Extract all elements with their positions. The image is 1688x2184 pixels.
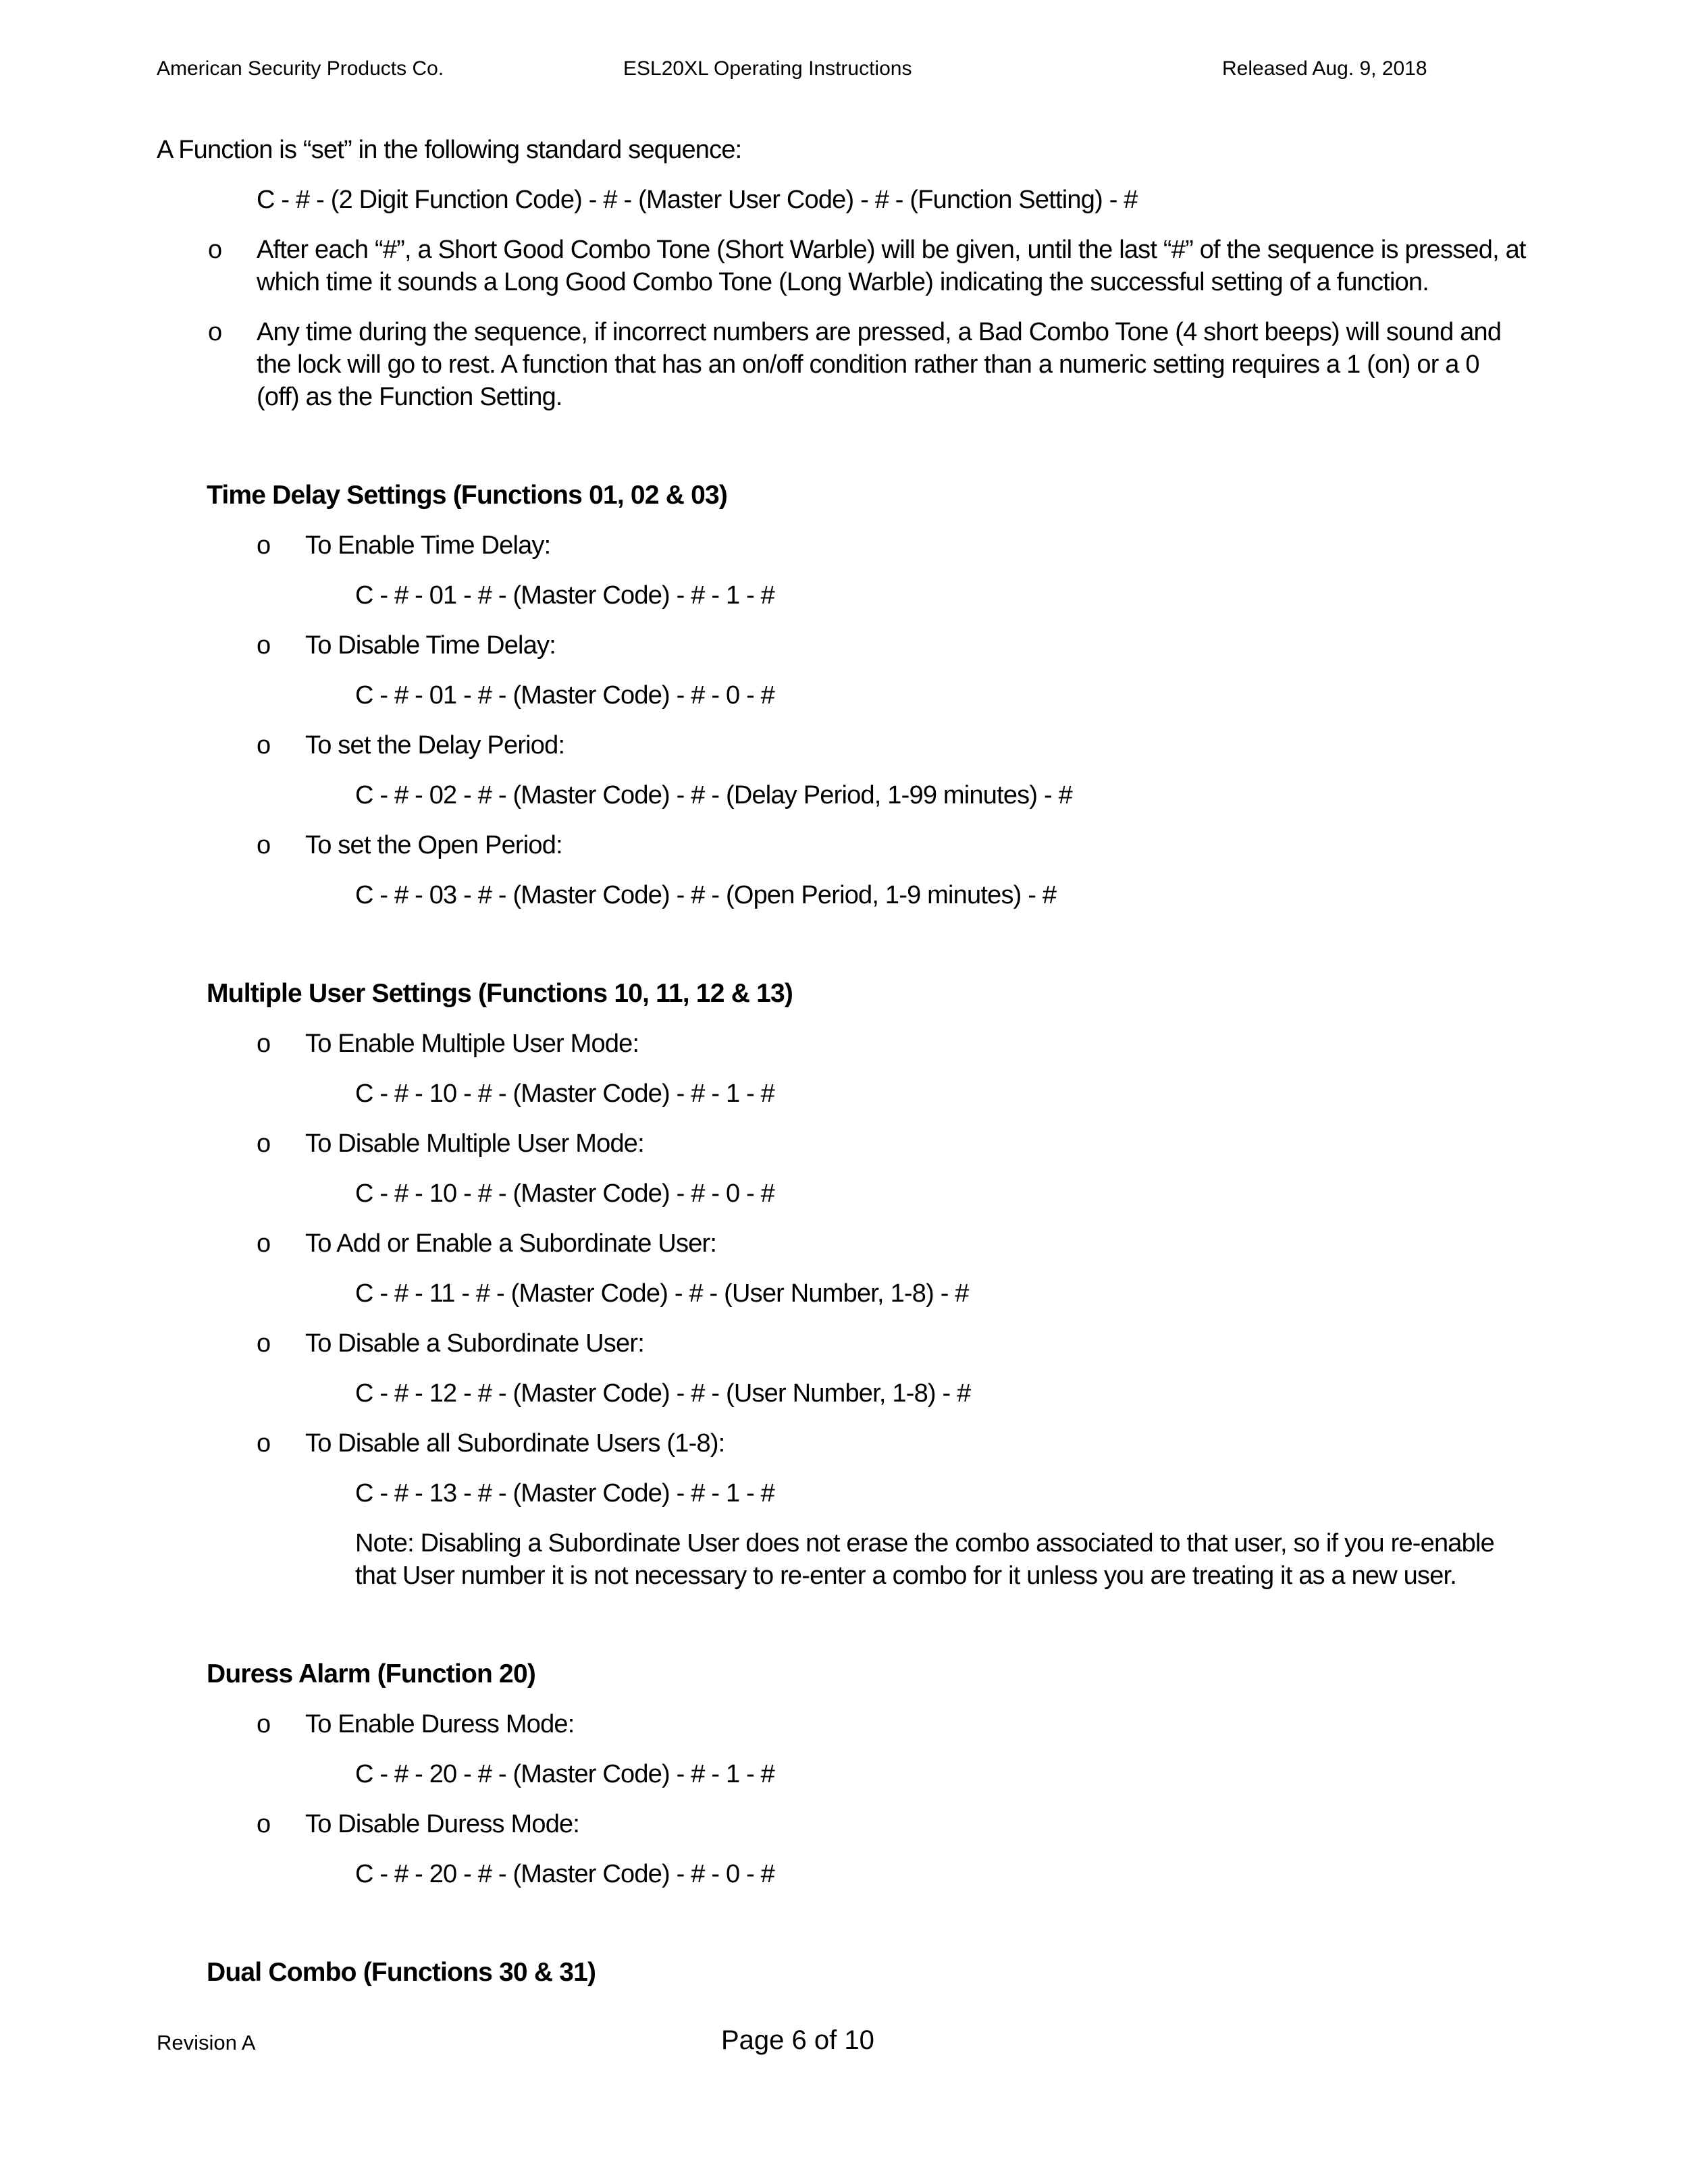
header-doc-title: ESL20XL Operating Instructions	[623, 57, 912, 80]
bullet-marker: o	[257, 831, 271, 859]
bullet-marker: o	[257, 631, 271, 660]
bullet-marker: o	[257, 531, 271, 560]
code-sequence: C - # - 03 - # - (Master Code) - # - (Open Period, 1-9 minutes) - #	[355, 881, 1057, 909]
bullet-marker: o	[257, 1329, 271, 1358]
list-item	[257, 1708, 1688, 1740]
code-sequence: C - # - 10 - # - (Master Code) - # - 1 - #	[355, 1080, 775, 1108]
item-label: To Disable Duress Mode:	[305, 1810, 580, 1838]
intro-bullet	[208, 234, 1526, 298]
footer-revision: Revision A	[157, 2031, 256, 2054]
list-item	[257, 1427, 1688, 1460]
list-item	[257, 629, 1688, 662]
item-label: To Enable Duress Mode:	[305, 1710, 575, 1738]
bullet-marker: o	[257, 1229, 271, 1258]
list-item	[257, 1327, 1688, 1360]
list-item	[257, 1808, 1688, 1840]
item-label: To Add or Enable a Subordinate User:	[305, 1229, 717, 1258]
code-sequence: C - # - 13 - # - (Master Code) - # - 1 - #	[355, 1479, 775, 1508]
code-sequence: C - # - 20 - # - (Master Code) - # - 0 - #	[355, 1860, 775, 1888]
code-sequence: C - # - 12 - # - (Master Code) - # - (User Number, 1-8) - #	[355, 1379, 971, 1408]
bullet-marker: o	[257, 1710, 271, 1738]
page-body	[0, 134, 1688, 1989]
page-number: Page 6 of 10	[721, 2025, 874, 2055]
list-item	[257, 729, 1688, 762]
list-item	[257, 1028, 1688, 1060]
item-label: To Disable a Subordinate User:	[305, 1329, 644, 1358]
code-sequence: C - # - 01 - # - (Master Code) - # - 0 - #	[355, 681, 775, 710]
list-item	[257, 1227, 1688, 1260]
header-released-date: Released Aug. 9, 2018	[1222, 57, 1427, 80]
section-title-time-delay: Time Delay Settings (Functions 01, 02 & 03)	[207, 481, 728, 510]
item-label: To Disable Multiple User Mode:	[305, 1129, 644, 1158]
section-title-dual-combo: Dual Combo (Functions 30 & 31)	[207, 1958, 596, 1987]
code-sequence: C - # - 01 - # - (Master Code) - # - 1 - #	[355, 581, 775, 610]
bullet-marker: o	[208, 318, 222, 346]
section-title-duress: Duress Alarm (Function 20)	[207, 1659, 536, 1688]
intro-lead: A Function is “set” in the following standard sequence:	[157, 136, 742, 164]
item-label: To Disable Time Delay:	[305, 631, 556, 660]
intro-bullet-text: Any time during the sequence, if incorrect numbers are pressed, a Bad Combo Tone (4 short beeps) will sound and the lock will go to rest. A function that has an on/off condition rather than a numeric setting requires a 1 (on) or a 0 (off) as the Function Setting.	[257, 318, 1502, 411]
item-label: To set the Open Period:	[305, 831, 562, 859]
item-label: To Enable Time Delay:	[305, 531, 551, 560]
list-item	[257, 829, 1688, 861]
header-company: American Security Products Co.	[157, 57, 444, 80]
intro-bullet	[208, 316, 1526, 413]
code-sequence: C - # - 02 - # - (Master Code) - # - (Delay Period, 1-99 minutes) - #	[355, 781, 1072, 809]
bullet-marker: o	[257, 1810, 271, 1838]
item-label: To set the Delay Period:	[305, 731, 565, 760]
item-label: To Enable Multiple User Mode:	[305, 1030, 639, 1058]
bullet-marker: o	[257, 731, 271, 760]
bullet-marker: o	[257, 1129, 271, 1158]
intro-bullet-text: After each “#”, a Short Good Combo Tone (Short Warble) will be given, until the last “#” of the sequence is pressed, at which time it sounds a Long Good Combo Tone (Long Warble) indicating the successful setting of a function.	[257, 236, 1526, 296]
bullet-marker: o	[257, 1429, 271, 1458]
bullet-marker: o	[257, 1030, 271, 1058]
bullet-marker: o	[208, 236, 222, 264]
code-sequence: C - # - 11 - # - (Master Code) - # - (User Number, 1-8) - #	[355, 1279, 969, 1308]
list-item	[257, 529, 1688, 562]
standard-sequence: C - # - (2 Digit Function Code) - # - (Master User Code) - # - (Function Setting) - #	[257, 186, 1138, 214]
code-sequence: C - # - 20 - # - (Master Code) - # - 1 - #	[355, 1760, 775, 1788]
item-label: To Disable all Subordinate Users (1-8):	[305, 1429, 725, 1458]
code-sequence: C - # - 10 - # - (Master Code) - # - 0 - #	[355, 1179, 775, 1208]
multiple-user-note: Note: Disabling a Subordinate User does not erase the combo associated to that user, so if you re-enable that User number it is not necessary to re-enter a combo for it unless you are treating it as a new user.	[355, 1529, 1494, 1590]
list-item	[257, 1127, 1688, 1160]
section-title-multiple-user: Multiple User Settings (Functions 10, 11, 12 & 13)	[207, 979, 793, 1008]
